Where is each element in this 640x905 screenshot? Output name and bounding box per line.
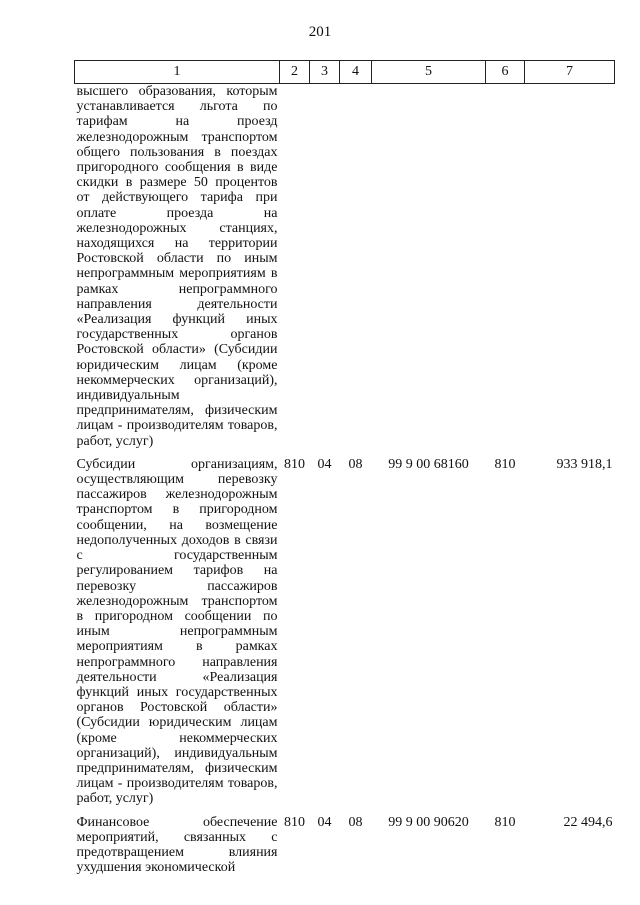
cell-expense-type: 810 xyxy=(494,814,516,830)
cell-amount: 22 494,6 xyxy=(563,814,613,830)
page-number: 201 xyxy=(308,24,332,40)
table-header-row xyxy=(75,61,615,84)
table-row xyxy=(75,449,615,807)
column-header: 4 xyxy=(340,61,372,84)
column-header: 3 xyxy=(310,61,340,84)
cell-target-article xyxy=(372,84,486,449)
budget-table xyxy=(74,60,615,875)
table-row xyxy=(75,807,615,876)
cell-expense-type xyxy=(486,84,525,449)
cell-section: 04 xyxy=(317,456,332,472)
row-description: Финансовое обеспечение мероприятий, связанных с предотвращением влияния ухудшения экономической xyxy=(76,814,278,876)
cell-subsection: 08 xyxy=(348,456,363,472)
cell-subsection: 08 xyxy=(348,814,363,830)
column-header: 2 xyxy=(280,61,310,84)
column-header: 7 xyxy=(525,61,615,84)
row-description: Субсидии организациям, осуществляющим перевозку пассажиров железнодорожным транспортом в пригородном сообщении, на возмещение недополученных доходов в связи с государственным регулированием тарифов на перевозку пассажиров железнодорожным транспортом в пригородном сообщении по иным непрограммным мероприятиям в рамках непрограммного направления деятельности «Реализация функций иных государственных органов Ростовской области» (Субсидии юридическим лицам (кроме некоммерческих организаций), индивидуальным предпринимателям, физическим лицам - производителям товаров, работ, услуг) xyxy=(76,456,278,807)
cell-amount: 933 918,1 xyxy=(556,456,613,472)
cell-ministry-code xyxy=(280,84,310,449)
column-header: 5 xyxy=(372,61,486,84)
row-description: высшего образования, которым устанавливается льгота по тарифам на проезд железнодорожным транспортом общего пользования в поездах пригородного сообщения в виде скидки в размере 50 процентов от действующего тарифа при оплате проезда на железнодорожных станциях, находящихся на территории Ростовской области по иным непрограммным мероприятиям в рамках непрограммного направления деятельности «Реализация функций иных государственных органов Ростовской области» (Субсидии юридическим лицам (кроме некоммерческих организаций), индивидуальным предпринимателям, физическим лицам - производителям товаров, работ, услуг) xyxy=(76,84,278,449)
cell-section xyxy=(310,84,340,449)
cell-target-article: 99 9 00 68160 xyxy=(388,456,469,472)
cell-target-article: 99 9 00 90620 xyxy=(388,814,469,830)
cell-subsection xyxy=(340,84,372,449)
column-header: 1 xyxy=(75,61,280,84)
cell-amount xyxy=(525,84,615,449)
cell-section: 04 xyxy=(317,814,332,830)
cell-expense-type: 810 xyxy=(494,456,516,472)
table-row xyxy=(75,84,615,449)
cell-ministry-code: 810 xyxy=(284,814,305,830)
column-header: 6 xyxy=(486,61,525,84)
cell-ministry-code: 810 xyxy=(284,456,305,472)
